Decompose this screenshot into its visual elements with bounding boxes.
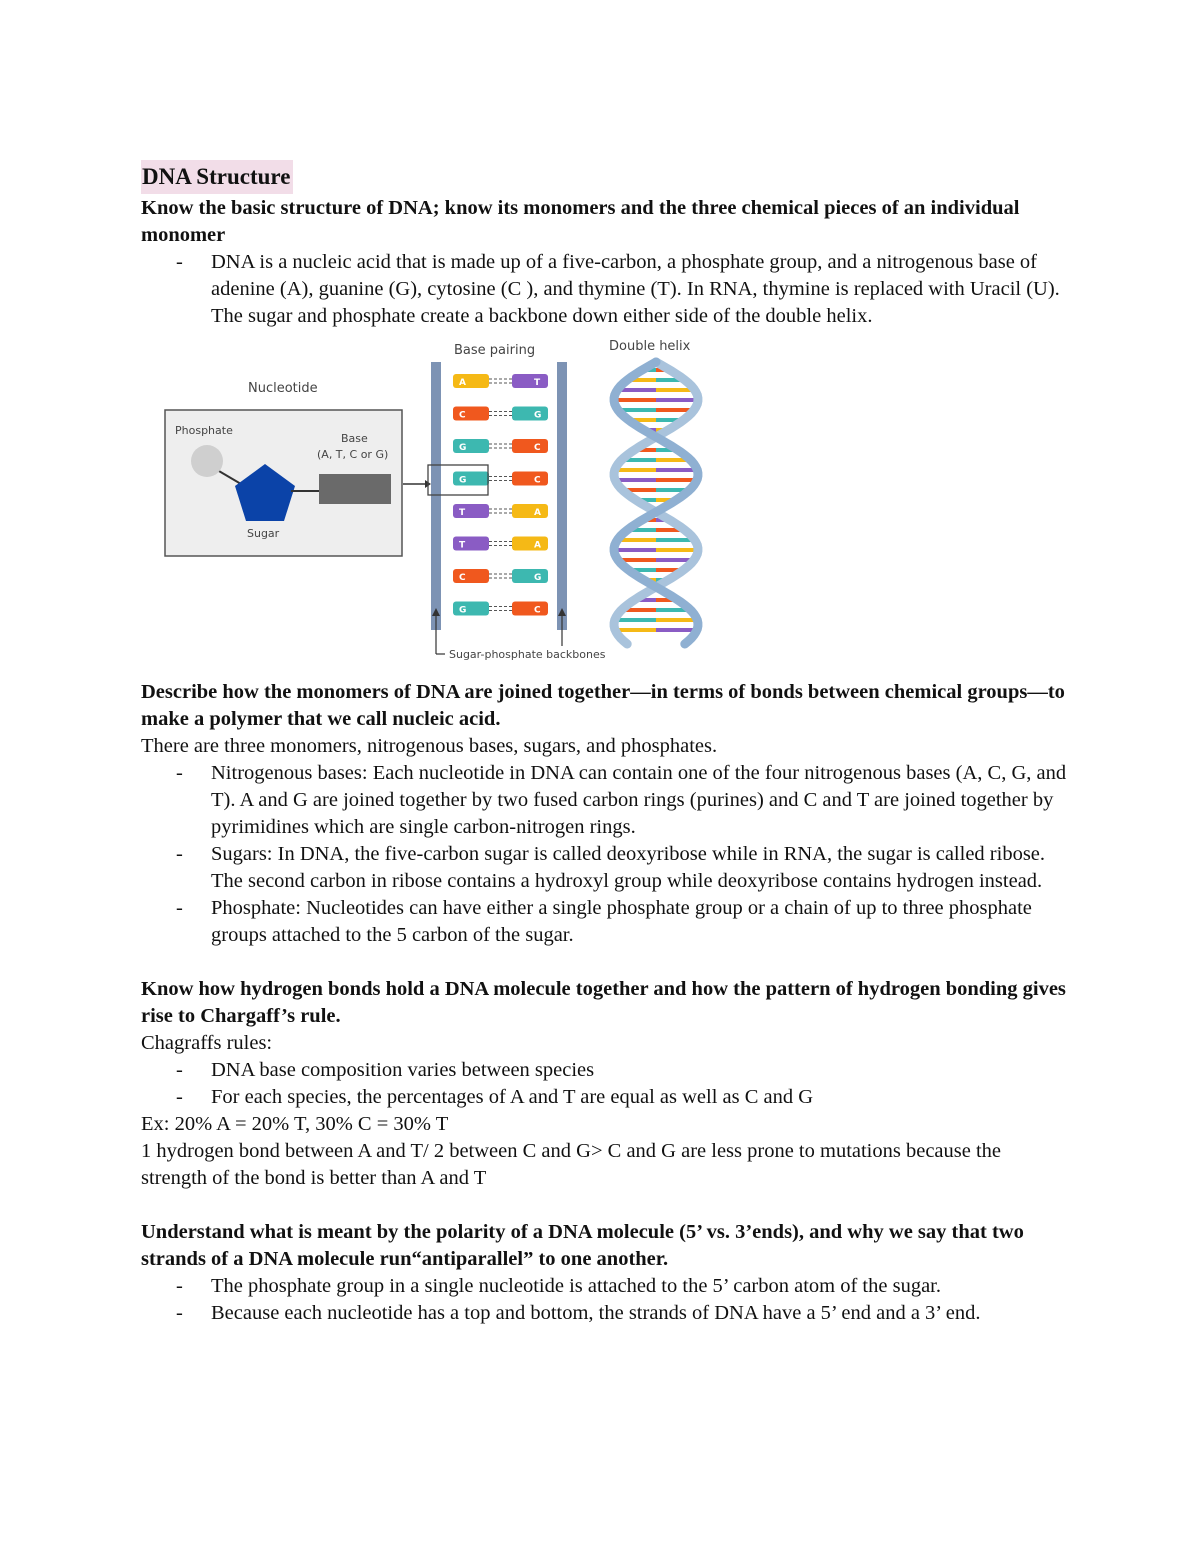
section-1-list [141,249,1071,330]
phosphate-label: Phosphate [175,424,233,437]
section-3-intro: Chagraffs rules: [141,1032,273,1054]
spacer [141,1192,1071,1219]
left-backbone [431,362,441,630]
base-letter-left: T [459,540,466,551]
section-3-question: Know how hydrogen bonds hold a DNA molecule together and how the pattern of hydrogen bonding gives rise to Chargaff’s rule. [141,978,1066,1027]
list-item: - DNA is a nucleic acid that is made up of a five-carbon, a phosphate group, and a nitrogenous base of adenine (A), guanine (G), cytosine (C ), and thymine (T). In RNA, thymine is replaced with Uracil (U). The sugar and phosphate create a backbone down either side of the double helix. [141,249,1071,330]
dna-figure [141,334,1071,679]
base-rectangle [319,474,391,504]
base-letter-left: G [459,443,467,453]
section-3-list [141,1057,1071,1111]
nucleotide-title: Nucleotide [248,381,318,396]
base-c-right [512,439,548,453]
base-letter-right: T [534,378,541,388]
base-label: Base [341,432,368,445]
section-3-example: Ex: 20% A = 20% T, 30% C = 30% T [141,1113,449,1135]
base-letter-left: G [459,475,467,486]
base-letter-right: G [534,410,542,421]
double-helix-illustration [614,362,698,644]
section-1-question: Know the basic structure of DNA; know its monomers and the three chemical pieces of an individual monomer [141,197,1020,246]
base-sub-label: (A, T, C or G) [317,448,389,461]
right-backbone [557,362,567,630]
base-a-right [512,504,548,518]
base-c-right [512,472,548,486]
document-page [141,160,1071,1327]
section-2-intro: There are three monomers, nitrogenous bases, sugars, and phosphates. [141,735,718,757]
base-a-right [512,537,548,551]
section-4-question: Understand what is meant by the polarity of a DNA molecule (5’ vs. 3’ends), and why we say that two strands of a DNA molecule run“antiparallel” to one another. [141,1221,1024,1270]
base-t-right [512,374,548,388]
base-g-right [512,407,548,421]
base-letter-right: C [534,605,541,616]
page-title: DNA Structure [141,160,293,194]
base-letter-left: G [459,605,467,616]
section-4-list [141,1273,1071,1327]
double-helix-title: Double helix [609,339,691,354]
base-letter-right: G [534,573,542,583]
base-letter-right: A [534,508,541,518]
list-item: - Sugars: In DNA, the five-carbon sugar is called deoxyribose while in RNA, the sugar is called ribose. The second carbon in ribose contains a hydroxyl group while deoxyribose contains hydrogen instead. [141,841,1071,895]
base-letter-right: A [534,540,541,551]
backbone-label: Sugar-phosphate backbones [449,648,606,661]
section-2-list [141,760,1071,949]
list-item: - Because each nucleotide has a top and bottom, the strands of DNA have a 5’ end and a 3’ end. [141,1300,1071,1327]
sugar-label: Sugar [247,527,280,540]
base-letter-right: C [534,443,541,453]
list-item: - For each species, the percentages of A and T are equal as well as C and G [141,1084,1071,1111]
dna-diagram-svg [141,334,1071,679]
base-g-right [512,569,548,583]
base-c-right [512,602,548,616]
list-item: - The phosphate group in a single nucleotide is attached to the 5’ carbon atom of the sugar. [141,1273,1071,1300]
phosphate-circle [191,445,223,477]
base-letter-left: C [459,573,466,583]
base-letter-left: A [459,378,466,388]
base-pairing-title: Base pairing [454,343,536,358]
list-item: - Nitrogenous bases: Each nucleotide in DNA can contain one of the four nitrogenous bases (A, C, G, and T). A and G are joined together by two fused carbon rings (purines) and C and T are joined together by pyrimidines which are single carbon-nitrogen rings. [141,760,1071,841]
section-2-question: Describe how the monomers of DNA are joined together—in terms of bonds between chemical groups—to make a polymer that we call nucleic acid. [141,681,1065,730]
base-letter-right: C [534,475,541,486]
list-item: - DNA base composition varies between species [141,1057,1071,1084]
base-letter-left: C [459,410,466,421]
spacer [141,949,1071,976]
base-letter-left: T [459,508,466,518]
list-item: - Phosphate: Nucleotides can have either a single phosphate group or a chain of up to three phosphate groups attached to the 5 carbon of the sugar. [141,895,1071,949]
section-3-note: 1 hydrogen bond between A and T/ 2 between C and G> C and G are less prone to mutations because the strength of the bond is better than A and T [141,1140,1002,1189]
